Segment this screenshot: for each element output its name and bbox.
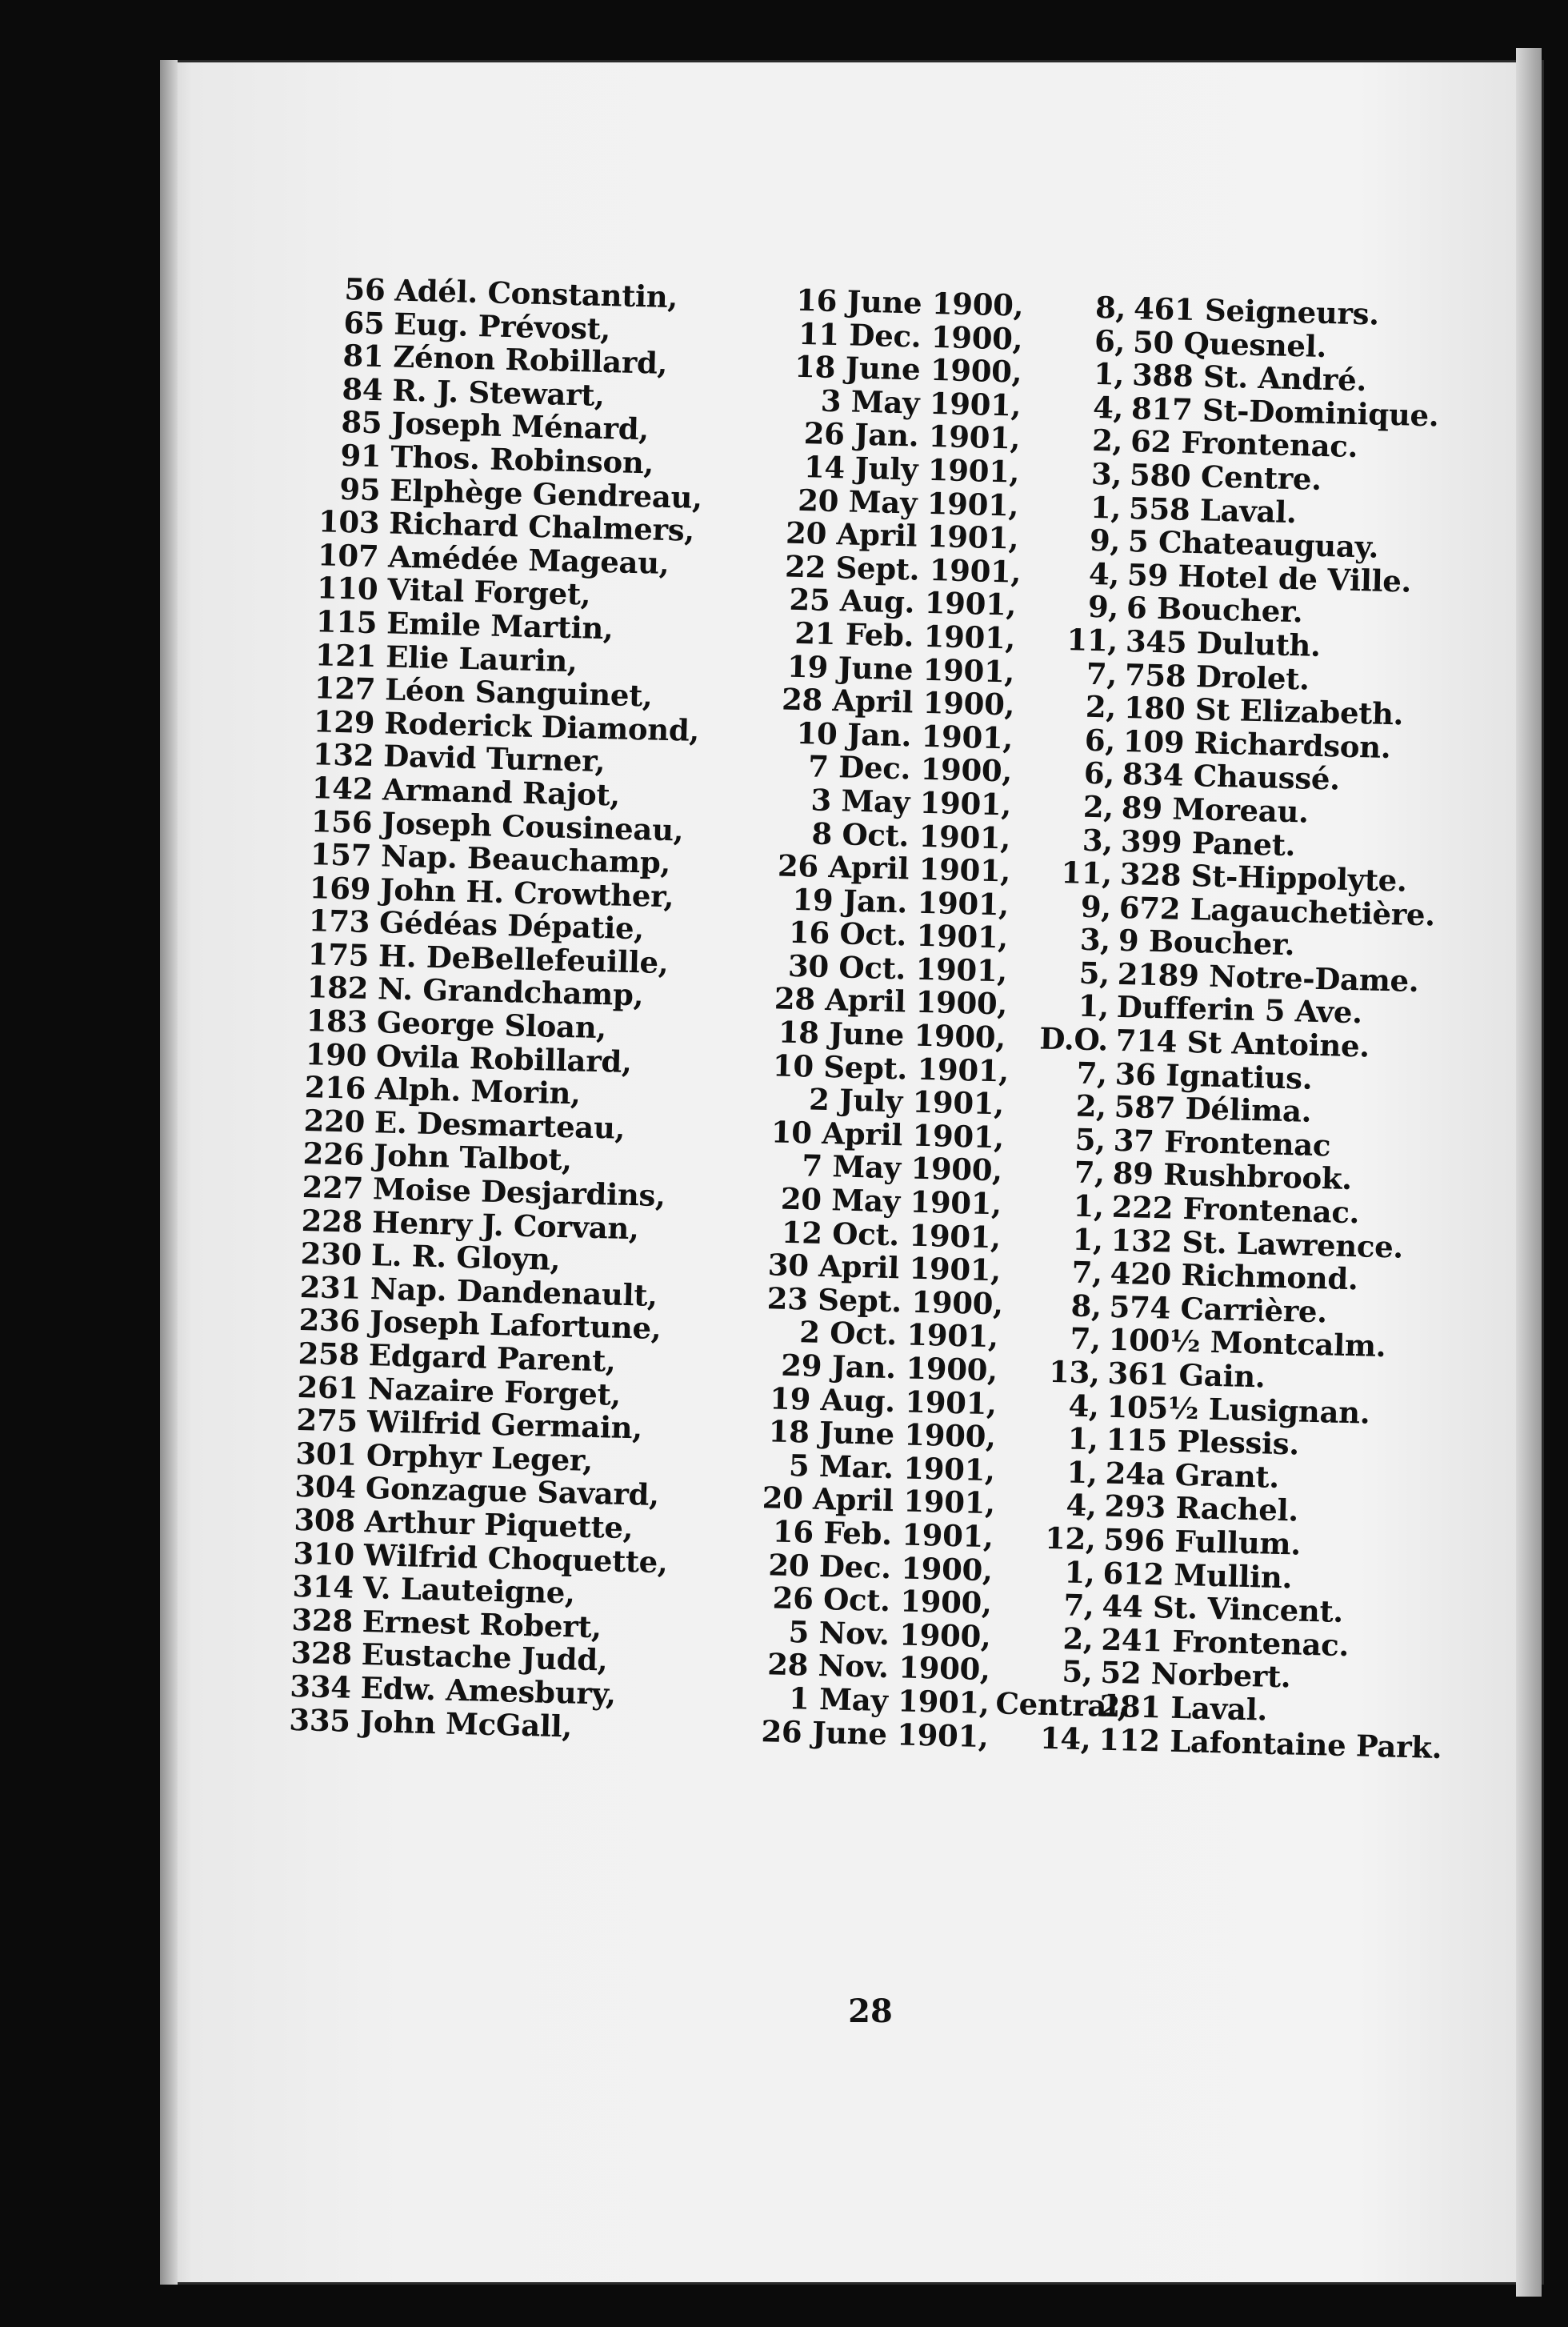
- entry-date: 2 July 1901,: [808, 1081, 1005, 1122]
- entry-number: 156: [310, 803, 373, 840]
- street-address: 328 St-Hippolyte.: [1119, 855, 1408, 899]
- person-name: Edw. Amesbury,: [360, 1669, 617, 1712]
- person-name: Elie Laurin,: [385, 638, 578, 679]
- ward-number: 1,: [1073, 1188, 1105, 1224]
- person-name: Roderick Diamond,: [383, 705, 700, 748]
- person-name: Ovila Robillard,: [375, 1037, 633, 1079]
- ward-number: 2,: [1075, 1087, 1107, 1124]
- entry-number: 227: [302, 1169, 364, 1206]
- ward-number: 9,: [1089, 523, 1121, 559]
- entry-number: 230: [300, 1236, 362, 1273]
- ward-number: 5,: [1061, 1653, 1094, 1690]
- street-address: 89 Rushbrook.: [1112, 1155, 1353, 1197]
- entry-number: 182: [306, 969, 369, 1007]
- ward-number: 3,: [1090, 455, 1122, 492]
- entry-date: 19 Jan. 1901,: [792, 881, 1010, 923]
- street-address: 587 Délima.: [1114, 1089, 1312, 1130]
- entry-date: 29 Jan. 1900,: [780, 1347, 998, 1388]
- street-address: Dufferin 5 Ave.: [1116, 989, 1363, 1031]
- entry-date: 26 June 1901,: [761, 1712, 990, 1754]
- ward-number: 6,: [1084, 722, 1116, 759]
- entry-date: 12 Oct. 1901,: [781, 1214, 1002, 1256]
- ward-number: 7,: [1063, 1587, 1095, 1624]
- person-name: John H. Crowther,: [379, 871, 674, 914]
- person-name: Wilfrid Germain,: [366, 1404, 643, 1446]
- person-name: John Talbot,: [373, 1137, 573, 1178]
- person-name: Gédéas Dépatie,: [378, 904, 645, 947]
- street-address: 293 Rachel.: [1104, 1488, 1299, 1528]
- ward-number: 2,: [1082, 788, 1114, 825]
- street-address: 596 Fullum.: [1103, 1521, 1302, 1562]
- street-address: 100½ Montcalm.: [1108, 1322, 1386, 1364]
- ward-number: 7,: [1071, 1254, 1103, 1291]
- ward-number: 1,: [1066, 1454, 1098, 1491]
- person-name: Nazaire Forget,: [367, 1370, 622, 1412]
- ward-number: 7,: [1070, 1320, 1102, 1357]
- ward-number: 5,: [1078, 955, 1110, 991]
- entry-number: 231: [299, 1268, 362, 1306]
- person-name: Joseph Lafortune,: [369, 1304, 662, 1347]
- street-address: 420 Richmond.: [1110, 1255, 1359, 1297]
- street-address: 558 Laval.: [1128, 490, 1298, 530]
- page-edge-shadow-right: [1516, 48, 1542, 2297]
- entry-date: 3 May 1901,: [810, 782, 1012, 823]
- person-name: Vital Forget,: [386, 571, 591, 612]
- street-address: 24a Grant.: [1105, 1455, 1280, 1495]
- entry-number: 132: [312, 736, 374, 774]
- ward-number: 4,: [1092, 389, 1124, 426]
- entry-date: 19 Aug. 1901,: [769, 1380, 998, 1421]
- entry-number: 328: [290, 1601, 354, 1639]
- street-address: 109 Richardson.: [1122, 723, 1391, 765]
- entry-number: 301: [295, 1435, 358, 1472]
- entry-number: 81: [342, 338, 384, 374]
- entry-date: 30 Oct. 1901,: [787, 947, 1008, 989]
- entry-date: 28 April 1900,: [774, 980, 1008, 1022]
- ward-number: 11,: [1066, 622, 1118, 659]
- entry-date: 5 Mar. 1901,: [788, 1447, 996, 1488]
- person-name: L. R. Gloyn,: [370, 1237, 561, 1278]
- ward-number: 1,: [1093, 356, 1125, 393]
- entry-date: 3 May 1901,: [820, 382, 1022, 423]
- entry-date: 23 Sept. 1900,: [766, 1280, 1004, 1322]
- entry-date: 16 June 1900,: [795, 282, 1024, 323]
- entry-date: 25 Aug. 1901,: [789, 582, 1017, 623]
- entry-date: 10 April 1901,: [770, 1114, 1005, 1155]
- entry-date: 26 Oct. 1900,: [772, 1580, 993, 1621]
- entry-number: 226: [302, 1135, 365, 1173]
- street-address: 9 Boucher.: [1118, 923, 1295, 963]
- person-name: Adél. Constantin,: [394, 272, 678, 315]
- street-address: 388 St. André.: [1131, 357, 1367, 399]
- ward-number: 13,: [1048, 1353, 1101, 1391]
- ward-number: 9,: [1080, 888, 1112, 925]
- street-address: 612 Mullin.: [1102, 1555, 1293, 1595]
- person-name: David Turner,: [382, 738, 606, 779]
- street-address: 345 Duluth.: [1125, 623, 1322, 663]
- ward-number: 1,: [1090, 489, 1122, 526]
- entry-number: 236: [298, 1302, 361, 1340]
- street-address: 5 Chateauguay.: [1127, 523, 1379, 565]
- ward-number: 7,: [1076, 1055, 1108, 1091]
- ward-number: 14,: [1039, 1720, 1092, 1756]
- person-name: Zénon Robillard,: [392, 338, 668, 382]
- entry-date: 18 June 1900,: [768, 1413, 997, 1455]
- person-name: Moise Desjardins,: [372, 1171, 666, 1214]
- entry-number: 175: [307, 936, 370, 973]
- entry-date: 7 Dec. 1900,: [807, 748, 1013, 789]
- entry-number: 56: [344, 271, 386, 308]
- entry-date: 28 April 1900,: [781, 681, 1015, 723]
- person-name: Orphyr Leger,: [366, 1436, 594, 1478]
- street-address: 52 Norbert.: [1100, 1654, 1291, 1695]
- ward-number: 8,: [1094, 289, 1126, 326]
- person-name: Emile Martin,: [386, 605, 614, 647]
- ward-number: 1,: [1064, 1554, 1096, 1590]
- street-address: 580 Centre.: [1129, 457, 1322, 497]
- entry-date: 30 April 1901,: [767, 1247, 1002, 1288]
- person-name: John McGall,: [359, 1703, 573, 1744]
- register-list: [273, 271, 1442, 1915]
- ward-number: 7,: [1074, 1155, 1106, 1191]
- entry-date: 7 May 1900,: [801, 1147, 1003, 1188]
- entry-number: 103: [318, 503, 380, 541]
- ward-number: 3,: [1082, 822, 1114, 859]
- entry-number: 190: [305, 1035, 367, 1073]
- person-name: Nap. Dandenault,: [370, 1270, 658, 1313]
- ward-number: 7,: [1086, 655, 1118, 692]
- person-name: Eug. Prévost,: [393, 306, 611, 346]
- page-number: 28: [848, 1993, 893, 2030]
- entry-number: 107: [317, 537, 379, 574]
- person-name: Edgard Parent,: [368, 1337, 617, 1379]
- entry-number: 95: [338, 471, 381, 507]
- street-address: 2189 Notre-Dame.: [1117, 955, 1419, 999]
- entry-date: 16 Oct. 1901,: [788, 915, 1009, 955]
- ward-number: 5,: [1074, 1121, 1106, 1158]
- entry-date: 26 Jan. 1901,: [803, 415, 1021, 457]
- page-edge-shadow-left: [160, 60, 178, 2285]
- entry-date: 2 Oct. 1901,: [798, 1314, 999, 1355]
- entry-number: 85: [341, 404, 382, 441]
- entry-date: 18 June 1900,: [794, 348, 1022, 390]
- street-address: 180 St Elizabeth.: [1123, 690, 1404, 732]
- ward-number: 11,: [1060, 855, 1113, 891]
- street-address: 461 Seigneurs.: [1133, 290, 1380, 332]
- entry-number: 310: [293, 1535, 355, 1572]
- ward-number: 6,: [1094, 322, 1126, 359]
- street-address: 241 Frontenac.: [1101, 1621, 1350, 1663]
- street-address: 574 Carrière.: [1109, 1288, 1328, 1330]
- ward-number: 4,: [1088, 555, 1120, 592]
- entry-date: 10 Sept. 1901,: [772, 1047, 1010, 1089]
- entry-number: 335: [288, 1701, 351, 1739]
- entry-number: 304: [294, 1468, 357, 1506]
- ward-number: 4,: [1068, 1388, 1100, 1424]
- ward-number: 8,: [1070, 1288, 1102, 1324]
- ward-number: 2,: [1085, 688, 1117, 725]
- entry-date: 20 April 1901,: [785, 515, 1019, 556]
- ward-number: 1,: [1067, 1420, 1099, 1457]
- entry-number: 261: [297, 1368, 359, 1406]
- ward-number: 6,: [1083, 755, 1115, 791]
- street-address: 281 Laval.: [1098, 1688, 1268, 1728]
- person-name: Joseph Cousineau,: [381, 804, 684, 848]
- entry-number: 110: [316, 570, 378, 607]
- entry-date: 5 Nov. 1900,: [788, 1613, 992, 1654]
- entry-date: 20 May 1901,: [797, 482, 1019, 523]
- person-name: Eustache Judd,: [361, 1636, 608, 1678]
- street-address: 672 Lagauchetière.: [1118, 889, 1436, 933]
- entry-number: 129: [313, 703, 375, 740]
- street-address: 115 Plessis.: [1106, 1421, 1300, 1462]
- person-name: Joseph Ménard,: [390, 405, 650, 447]
- street-address: 758 Drolet.: [1124, 656, 1310, 697]
- entry-number: 220: [303, 1102, 366, 1139]
- street-address: 361 Gain.: [1107, 1355, 1266, 1395]
- person-name: Nap. Beauchamp,: [380, 838, 671, 881]
- entry-date: 1 May 1901,: [788, 1680, 990, 1721]
- person-name: R. J. Stewart,: [391, 372, 606, 413]
- street-address: 44 St. Vincent.: [1102, 1588, 1344, 1630]
- entry-number: 157: [310, 836, 372, 874]
- entry-number: 115: [315, 603, 378, 641]
- person-name: Henry J. Corvan,: [371, 1204, 640, 1246]
- entry-number: 65: [343, 304, 386, 341]
- entry-date: 28 Nov. 1900,: [766, 1646, 991, 1688]
- street-address: 222 Frontenac.: [1111, 1188, 1360, 1231]
- entry-number: 275: [296, 1402, 358, 1440]
- ward-number: D.O.: [1038, 1020, 1109, 1058]
- street-address: 62 Frontenac.: [1130, 423, 1358, 465]
- person-name: E. Desmarteau,: [374, 1104, 626, 1146]
- entry-date: 10 Jan. 1901,: [796, 715, 1014, 756]
- entry-number: 228: [301, 1202, 363, 1240]
- ward-number: 4,: [1066, 1487, 1098, 1524]
- entry-date: 19 June 1901,: [786, 648, 1015, 690]
- entry-number: 314: [291, 1568, 354, 1605]
- person-name: H. DeBellefeuille,: [378, 938, 669, 981]
- entry-number: 91: [339, 437, 382, 475]
- person-name: Elphège Gendreau,: [389, 472, 703, 515]
- entry-date: 20 May 1901,: [780, 1180, 1002, 1222]
- entry-date: 16 Feb. 1901,: [772, 1513, 994, 1555]
- entry-date: 22 Sept. 1901,: [784, 548, 1022, 590]
- entry-number: 121: [314, 636, 377, 674]
- street-address: 105½ Lusignan.: [1106, 1388, 1370, 1431]
- person-name: Armand Rajot,: [382, 771, 621, 813]
- entry-number: 258: [298, 1335, 360, 1372]
- street-address: 112 Lafontaine Park.: [1098, 1721, 1442, 1765]
- street-address: 834 Chaussé.: [1122, 756, 1341, 797]
- person-name: V. Lauteigne,: [362, 1570, 576, 1611]
- person-name: Ernest Robert,: [362, 1603, 602, 1645]
- entry-number: 127: [314, 670, 376, 707]
- entry-number: 308: [294, 1501, 356, 1539]
- ward-number: 9,: [1087, 589, 1119, 626]
- person-name: N. Grandchamp,: [377, 971, 644, 1013]
- entry-date: 8 Oct. 1901,: [811, 815, 1011, 856]
- entry-date: 20 April 1901,: [762, 1480, 996, 1521]
- person-name: Gonzague Savard,: [365, 1470, 660, 1513]
- entry-number: 183: [306, 1003, 368, 1040]
- person-name: Amédée Mageau,: [387, 539, 670, 581]
- entry-date: 21 Feb. 1901,: [794, 615, 1016, 656]
- street-address: 89 Moreau.: [1121, 789, 1310, 830]
- entry-date: 26 April 1901,: [777, 847, 1011, 889]
- entry-number: 328: [290, 1635, 353, 1672]
- person-name: Léon Sanguinet,: [384, 671, 654, 714]
- entry-number: 142: [311, 770, 374, 807]
- entry-number: 173: [308, 903, 370, 940]
- ward-number: 1,: [1072, 1221, 1104, 1258]
- street-address: 50 Quesnel.: [1132, 323, 1327, 364]
- ward-number: 2,: [1062, 1620, 1094, 1657]
- person-name: Alph. Morin,: [374, 1071, 582, 1111]
- person-name: Richard Chalmers,: [388, 505, 695, 548]
- street-address: 714 St Antoine.: [1115, 1022, 1370, 1064]
- entry-date: 14 July 1901,: [803, 449, 1020, 490]
- street-address: 59 Hotel de Ville.: [1126, 556, 1412, 599]
- ward-number: 3,: [1079, 921, 1111, 958]
- street-address: 817 St-Dominique.: [1130, 390, 1439, 434]
- street-address: 399 Panet.: [1120, 823, 1296, 863]
- street-address: 132 St. Lawrence.: [1110, 1222, 1404, 1265]
- street-address: 36 Ignatius.: [1114, 1055, 1313, 1096]
- street-address: 6 Boucher.: [1126, 590, 1303, 630]
- person-name: George Sloan,: [376, 1004, 607, 1046]
- entry-date: 18 June 1900,: [778, 1014, 1006, 1055]
- entry-date: 20 Dec. 1900,: [767, 1546, 994, 1588]
- ward-number: 12,: [1044, 1520, 1097, 1557]
- entry-number: 169: [309, 869, 371, 907]
- street-address: 37 Frontenac: [1113, 1122, 1331, 1164]
- entry-number: 334: [289, 1668, 352, 1705]
- entry-number: 216: [304, 1069, 366, 1107]
- person-name: Thos. Robinson,: [390, 439, 654, 481]
- person-name: Wilfrid Choquette,: [363, 1536, 669, 1580]
- person-name: Arthur Piquette,: [364, 1504, 634, 1546]
- entry-number: 84: [342, 370, 383, 407]
- entry-date: 11 Dec. 1900,: [798, 315, 1023, 357]
- ward-number: 1,: [1078, 988, 1110, 1025]
- ward-number: 2,: [1091, 423, 1123, 459]
- ward-number: Central,: [995, 1685, 1129, 1724]
